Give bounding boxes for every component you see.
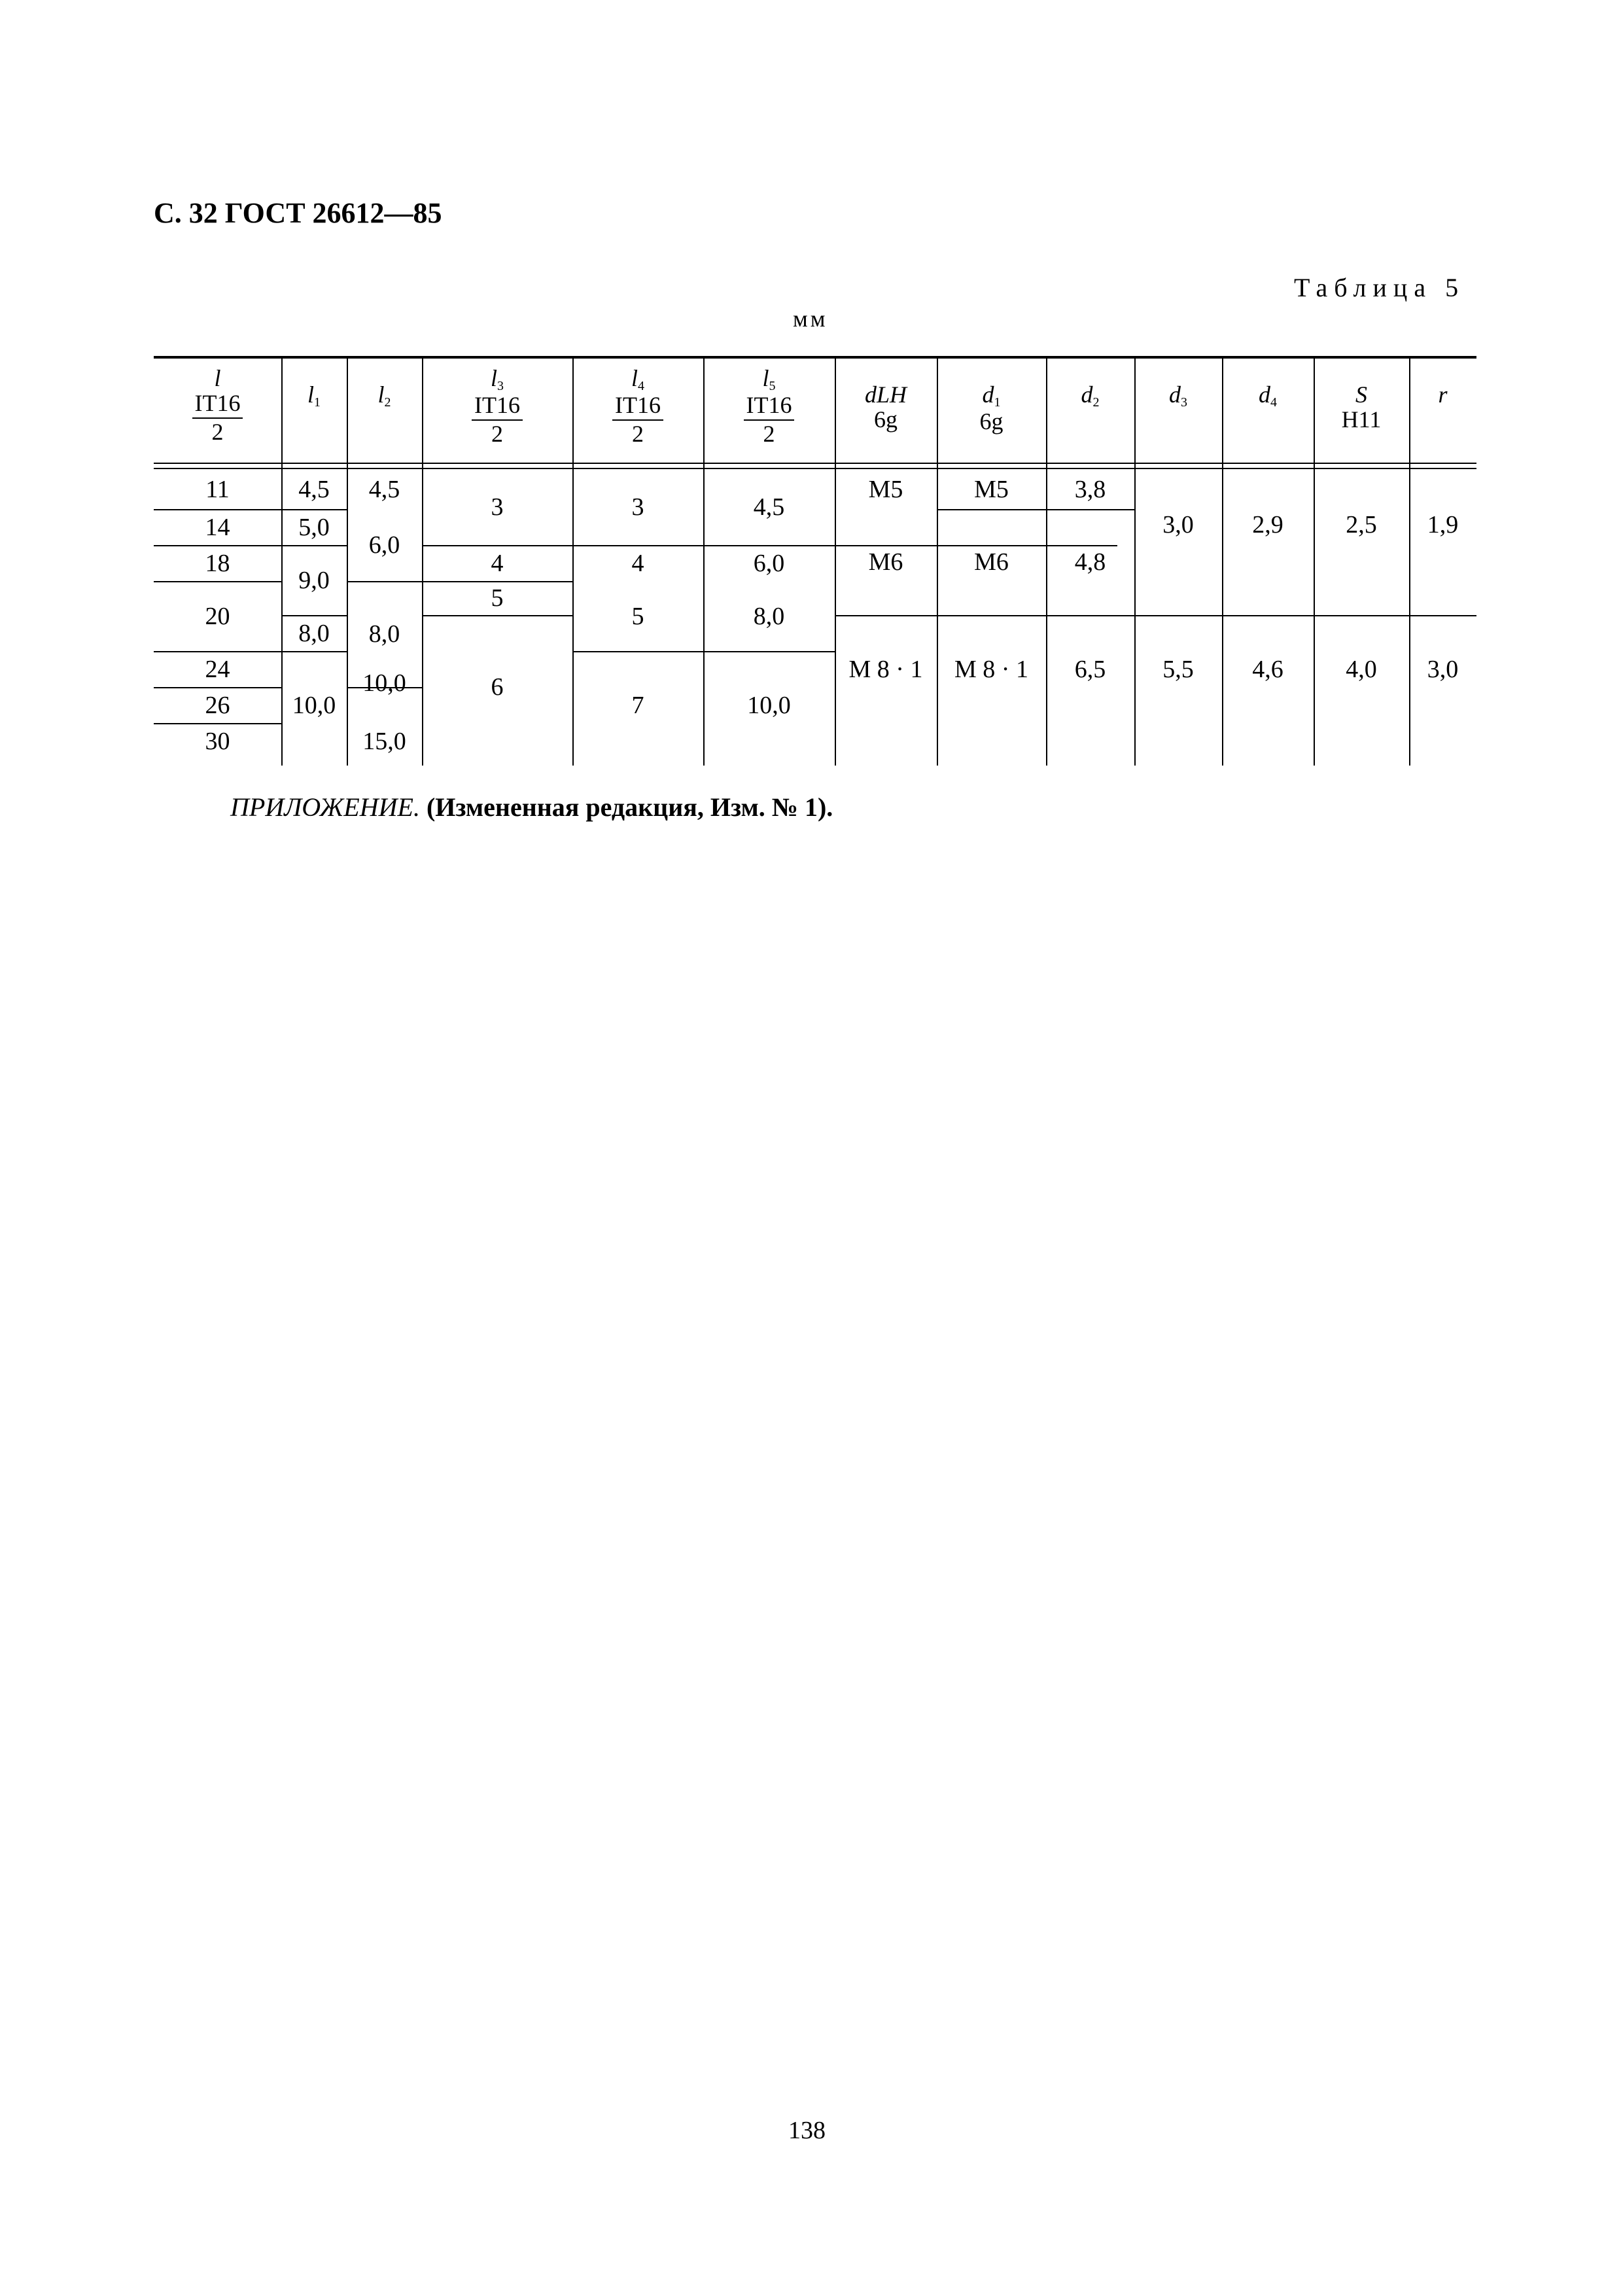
- cell-l5: 10,0: [747, 691, 791, 719]
- col-header-d2: $d_2$: [1081, 381, 1100, 410]
- table-top-rule: [154, 356, 1476, 359]
- cell-l5: 4,5: [753, 493, 785, 521]
- cell-l4: 5: [631, 602, 644, 630]
- cell-l4: 3: [631, 493, 644, 521]
- cell-l1: 9,0: [298, 566, 330, 594]
- cell-l5: 8,0: [753, 602, 785, 630]
- revision-note: (Измененная редакция, Изм. № 1).: [426, 792, 833, 822]
- col-header-dLH: dLH 6g: [864, 381, 907, 433]
- cell-l: 24: [205, 655, 230, 683]
- col-header-l2: $l_2$: [377, 381, 391, 410]
- cell-l: 14: [205, 513, 230, 541]
- cell-d3: 5,5: [1162, 655, 1194, 683]
- col-header-d4: $d_4$: [1259, 381, 1277, 410]
- header-separator-1: [154, 463, 1476, 464]
- cell-l1: 10,0: [292, 691, 336, 719]
- cell-l2: 8,0: [368, 620, 400, 648]
- cell-d2: 6,5: [1074, 655, 1106, 683]
- cell-l5: 6,0: [753, 549, 785, 577]
- cell-l2: 4,5: [368, 475, 400, 503]
- cell-l: 20: [205, 602, 230, 630]
- table-label: Таблица 5: [1294, 273, 1465, 302]
- cell-r: 1,9: [1427, 511, 1459, 539]
- cell-l3: 6: [491, 673, 504, 701]
- page-number: 138: [788, 2117, 826, 2144]
- cell-l3: 4: [491, 549, 504, 577]
- col-header-l: l $\frac{IT16}{2}$: [154, 366, 281, 444]
- cell-l2: 10,0: [362, 669, 406, 697]
- cell-l1: 8,0: [298, 619, 330, 647]
- cell-d4: 2,9: [1252, 511, 1283, 539]
- cell-l1: 4,5: [298, 475, 330, 503]
- cell-d3: 3,0: [1162, 511, 1194, 539]
- cell-d4: 4,6: [1252, 655, 1283, 683]
- page-header: С. 32 ГОСТ 26612—85: [154, 197, 442, 229]
- col-header-l5: $l_5$ $\frac{IT16}{2}$: [703, 366, 835, 447]
- cell-d2: 4,8: [1074, 548, 1106, 576]
- cell-l3: 3: [491, 493, 504, 521]
- cell-l2: 15,0: [362, 727, 406, 755]
- cell-l1: 5,0: [298, 513, 330, 541]
- cell-l: 30: [205, 727, 230, 755]
- cell-l: 18: [205, 549, 230, 577]
- appendix-note: [230, 792, 833, 822]
- cell-d1: M5: [974, 475, 1009, 503]
- cell-l4: 7: [631, 691, 644, 719]
- cell-l: 26: [205, 691, 230, 719]
- cell-l4: 4: [631, 549, 644, 577]
- cell-dLH: M5: [868, 475, 903, 503]
- col-header-r: r: [1438, 381, 1448, 408]
- col-header-d1: $d_1$ 6g: [979, 381, 1003, 434]
- unit-label: мм: [793, 306, 828, 332]
- cell-d2: 3,8: [1074, 475, 1106, 503]
- row-rule: [835, 615, 1476, 616]
- col-header-l4: $l_4$ $\frac{IT16}{2}$: [572, 366, 703, 447]
- col-header-S: S H11: [1341, 381, 1382, 433]
- cell-d1: M 8 · 1: [954, 655, 1028, 683]
- col-header-l3: $l_3$ $\frac{IT16}{2}$: [422, 366, 572, 447]
- cell-l: 11: [205, 475, 230, 503]
- cell-d1: M6: [974, 548, 1009, 576]
- cell-dLH: M 8 · 1: [848, 655, 923, 683]
- col-header-l1: $l_1$: [307, 381, 321, 410]
- cell-l2: 6,0: [368, 531, 400, 559]
- cell-r: 3,0: [1427, 655, 1459, 683]
- cell-S: 4,0: [1346, 655, 1377, 683]
- appendix-label: ПРИЛОЖЕНИЕ.: [230, 792, 420, 822]
- cell-S: 2,5: [1346, 511, 1377, 539]
- cell-dLH: M6: [868, 548, 903, 576]
- cell-l3: 5: [491, 584, 504, 612]
- col-header-d3: $d_3$: [1169, 381, 1187, 410]
